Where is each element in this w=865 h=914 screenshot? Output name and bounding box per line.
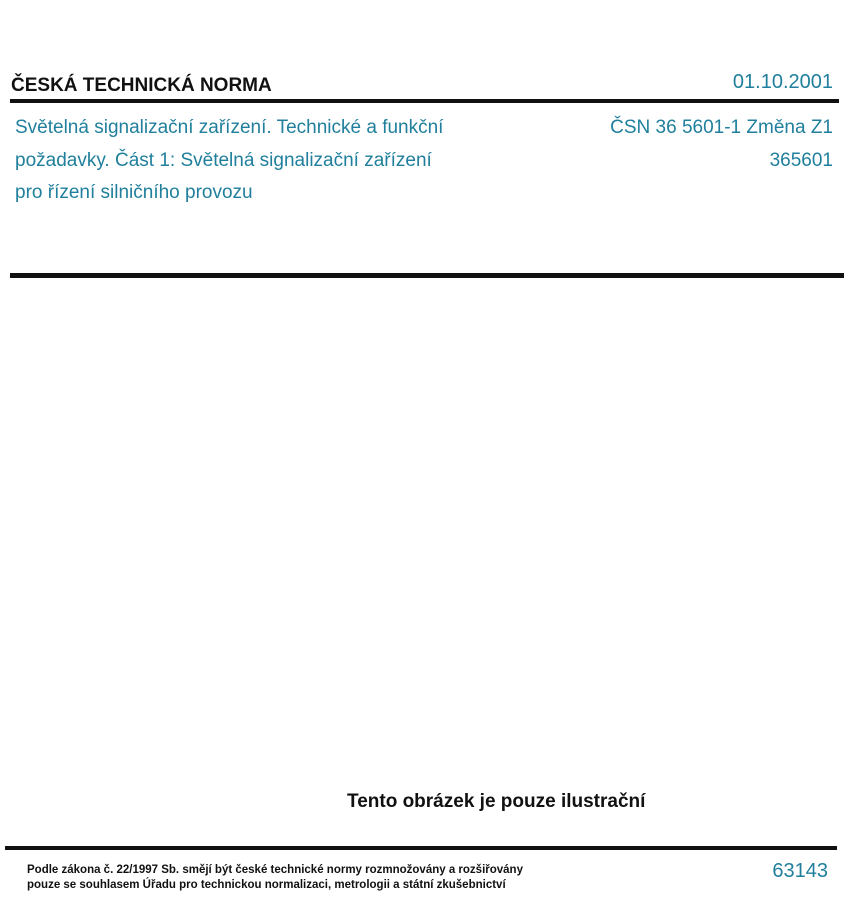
standard-designation: ČSN 36 5601-1 Změna Z1 [610, 117, 833, 138]
top-divider [10, 99, 839, 103]
title-line: požadavky. Část 1: Světelná signalizační zařízení [15, 149, 432, 171]
bottom-divider [5, 846, 837, 850]
standard-title [15, 112, 535, 210]
document-heading: ČESKÁ TECHNICKÁ NORMA [11, 75, 272, 96]
illustration-note: Tento obrázek je pouze ilustrační [347, 791, 646, 812]
copyright-line: Podle zákona č. 22/1997 Sb. smějí být české technické normy rozmnožovány a rozšiřovány [27, 864, 523, 876]
title-line: Světelná signalizační zařízení. Technické a funkční [15, 117, 444, 138]
standard-code-block [610, 112, 833, 177]
classification-number: 365601 [769, 149, 833, 171]
issue-date: 01.10.2001 [732, 71, 833, 93]
title-line: pro řízení silničního provozu [15, 182, 253, 203]
document-number: 63143 [772, 860, 828, 882]
copyright-notice [27, 863, 523, 893]
middle-divider [10, 273, 844, 278]
copyright-line: pouze se souhlasem Úřadu pro technickou normalizaci, metrologii a státní zkušebnictví [27, 879, 506, 891]
